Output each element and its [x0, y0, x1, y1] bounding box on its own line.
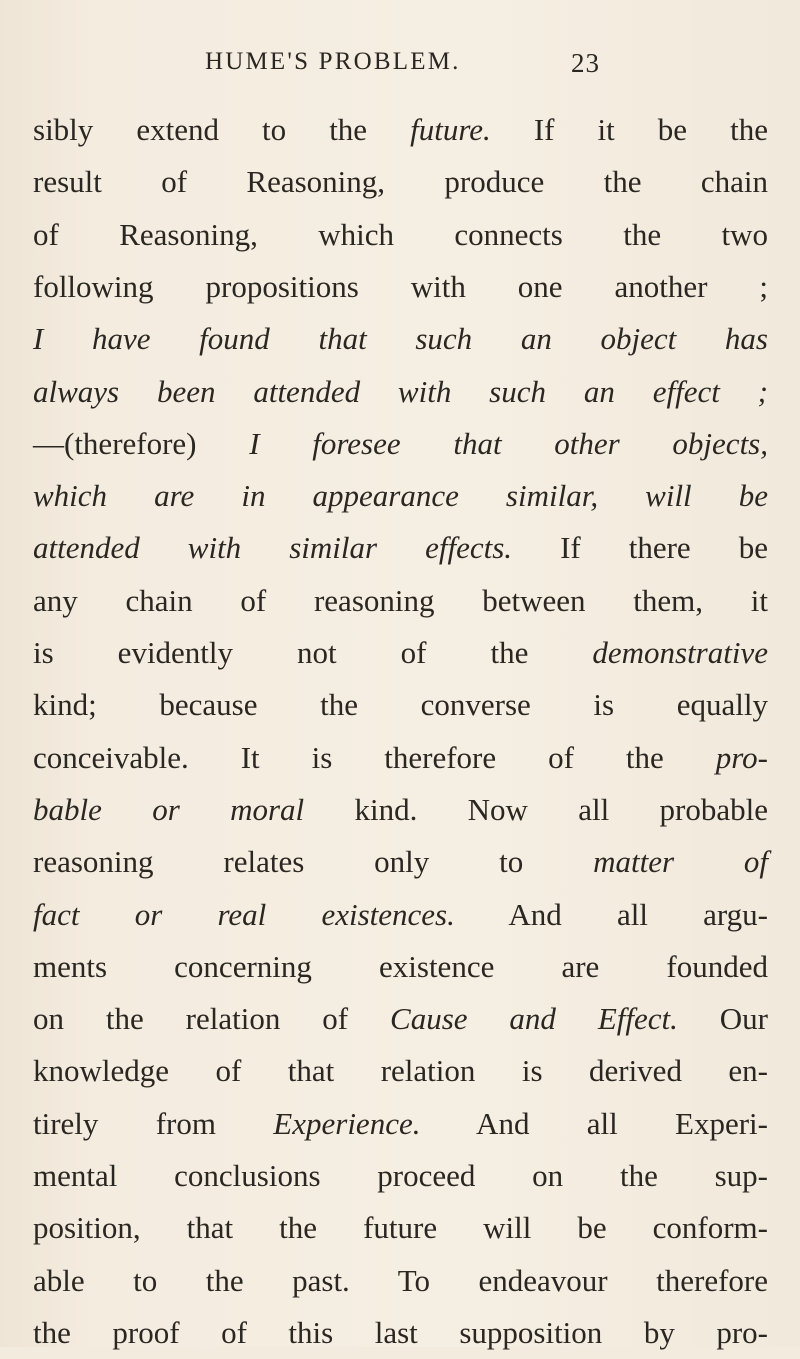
text-line: [33, 522, 768, 574]
italic-run: attended with similar effects.: [33, 530, 513, 566]
text-run: any chain of reasoning between them, it: [33, 582, 768, 618]
text-run: on the relation of: [33, 1001, 391, 1037]
text-run: able to the past. To endeavour therefore: [33, 1262, 768, 1298]
italic-run: always been attended with such an effect ;: [33, 373, 768, 409]
text-line: [33, 1255, 768, 1307]
italic-run: which are in appearance similar, will be: [33, 478, 768, 514]
text-line: [33, 627, 768, 679]
text-line: [33, 1202, 768, 1254]
page-number: 23: [571, 48, 600, 78]
text-line: [33, 1307, 768, 1359]
text-run: ments concerning existence are founded: [33, 948, 768, 984]
text-line: [33, 104, 768, 156]
italic-run: matter of: [593, 844, 768, 880]
text-line: [33, 261, 768, 313]
text-line: [33, 418, 768, 470]
running-title: HUME'S PROBLEM.: [205, 48, 461, 75]
text-line: [33, 836, 768, 888]
text-run: sibly extend to the: [33, 112, 411, 147]
italic-run: I have found that such an object has: [33, 321, 768, 357]
text-run: Our: [677, 1001, 768, 1037]
text-run: kind; because the converse is equally: [33, 687, 768, 723]
text-run: knowledge of that relation is derived en-: [33, 1053, 768, 1089]
italic-run: I foresee that other objects,: [249, 425, 768, 461]
text-run: following propositions with one another ;: [33, 268, 768, 304]
italic-run: fact or real existences.: [33, 896, 455, 932]
text-line: [33, 313, 768, 365]
text-line: [33, 1150, 768, 1202]
text-line: [33, 1098, 768, 1150]
text-run: mental conclusions proceed on the sup-: [33, 1158, 768, 1193]
italic-run: bable or moral: [33, 791, 305, 827]
text-line: [33, 156, 768, 208]
running-head: [0, 48, 800, 88]
italic-run: future.: [410, 112, 491, 147]
text-run: kind. Now all probable: [304, 791, 768, 827]
text-run: And all Experi-: [420, 1105, 768, 1141]
text-line: [33, 941, 768, 993]
text-line: [33, 732, 768, 784]
text-run: conceivable. It is therefore of the: [33, 739, 716, 775]
text-run: If there be: [512, 530, 768, 566]
text-line: [33, 575, 768, 627]
text-line: [33, 784, 768, 836]
italic-run: demonstrative: [592, 635, 768, 670]
text-line: [33, 889, 768, 941]
text-run: position, that the future will be conform-: [33, 1210, 768, 1246]
text-run: the proof of this last supposition by pro-: [33, 1314, 768, 1350]
italic-run: pro-: [715, 739, 768, 775]
text-line: [33, 470, 768, 522]
italic-run: Experience.: [273, 1105, 421, 1141]
text-line: [33, 993, 768, 1045]
italic-run: Cause and Effect.: [390, 1001, 678, 1037]
text-line: [33, 209, 768, 261]
text-run: of Reasoning, which connects the two: [33, 216, 768, 252]
text-run: —(therefore): [33, 425, 250, 461]
text-run: If it be the: [490, 112, 768, 147]
text-line: [33, 1045, 768, 1097]
text-run: reasoning relates only to: [33, 844, 594, 880]
text-line: [33, 366, 768, 418]
text-run: is evidently not of the: [33, 635, 593, 670]
text-line: [33, 679, 768, 731]
text-run: And all argu-: [454, 896, 768, 932]
text-run: result of Reasoning, produce the chain: [33, 164, 768, 200]
text-run: tirely from: [33, 1105, 274, 1141]
